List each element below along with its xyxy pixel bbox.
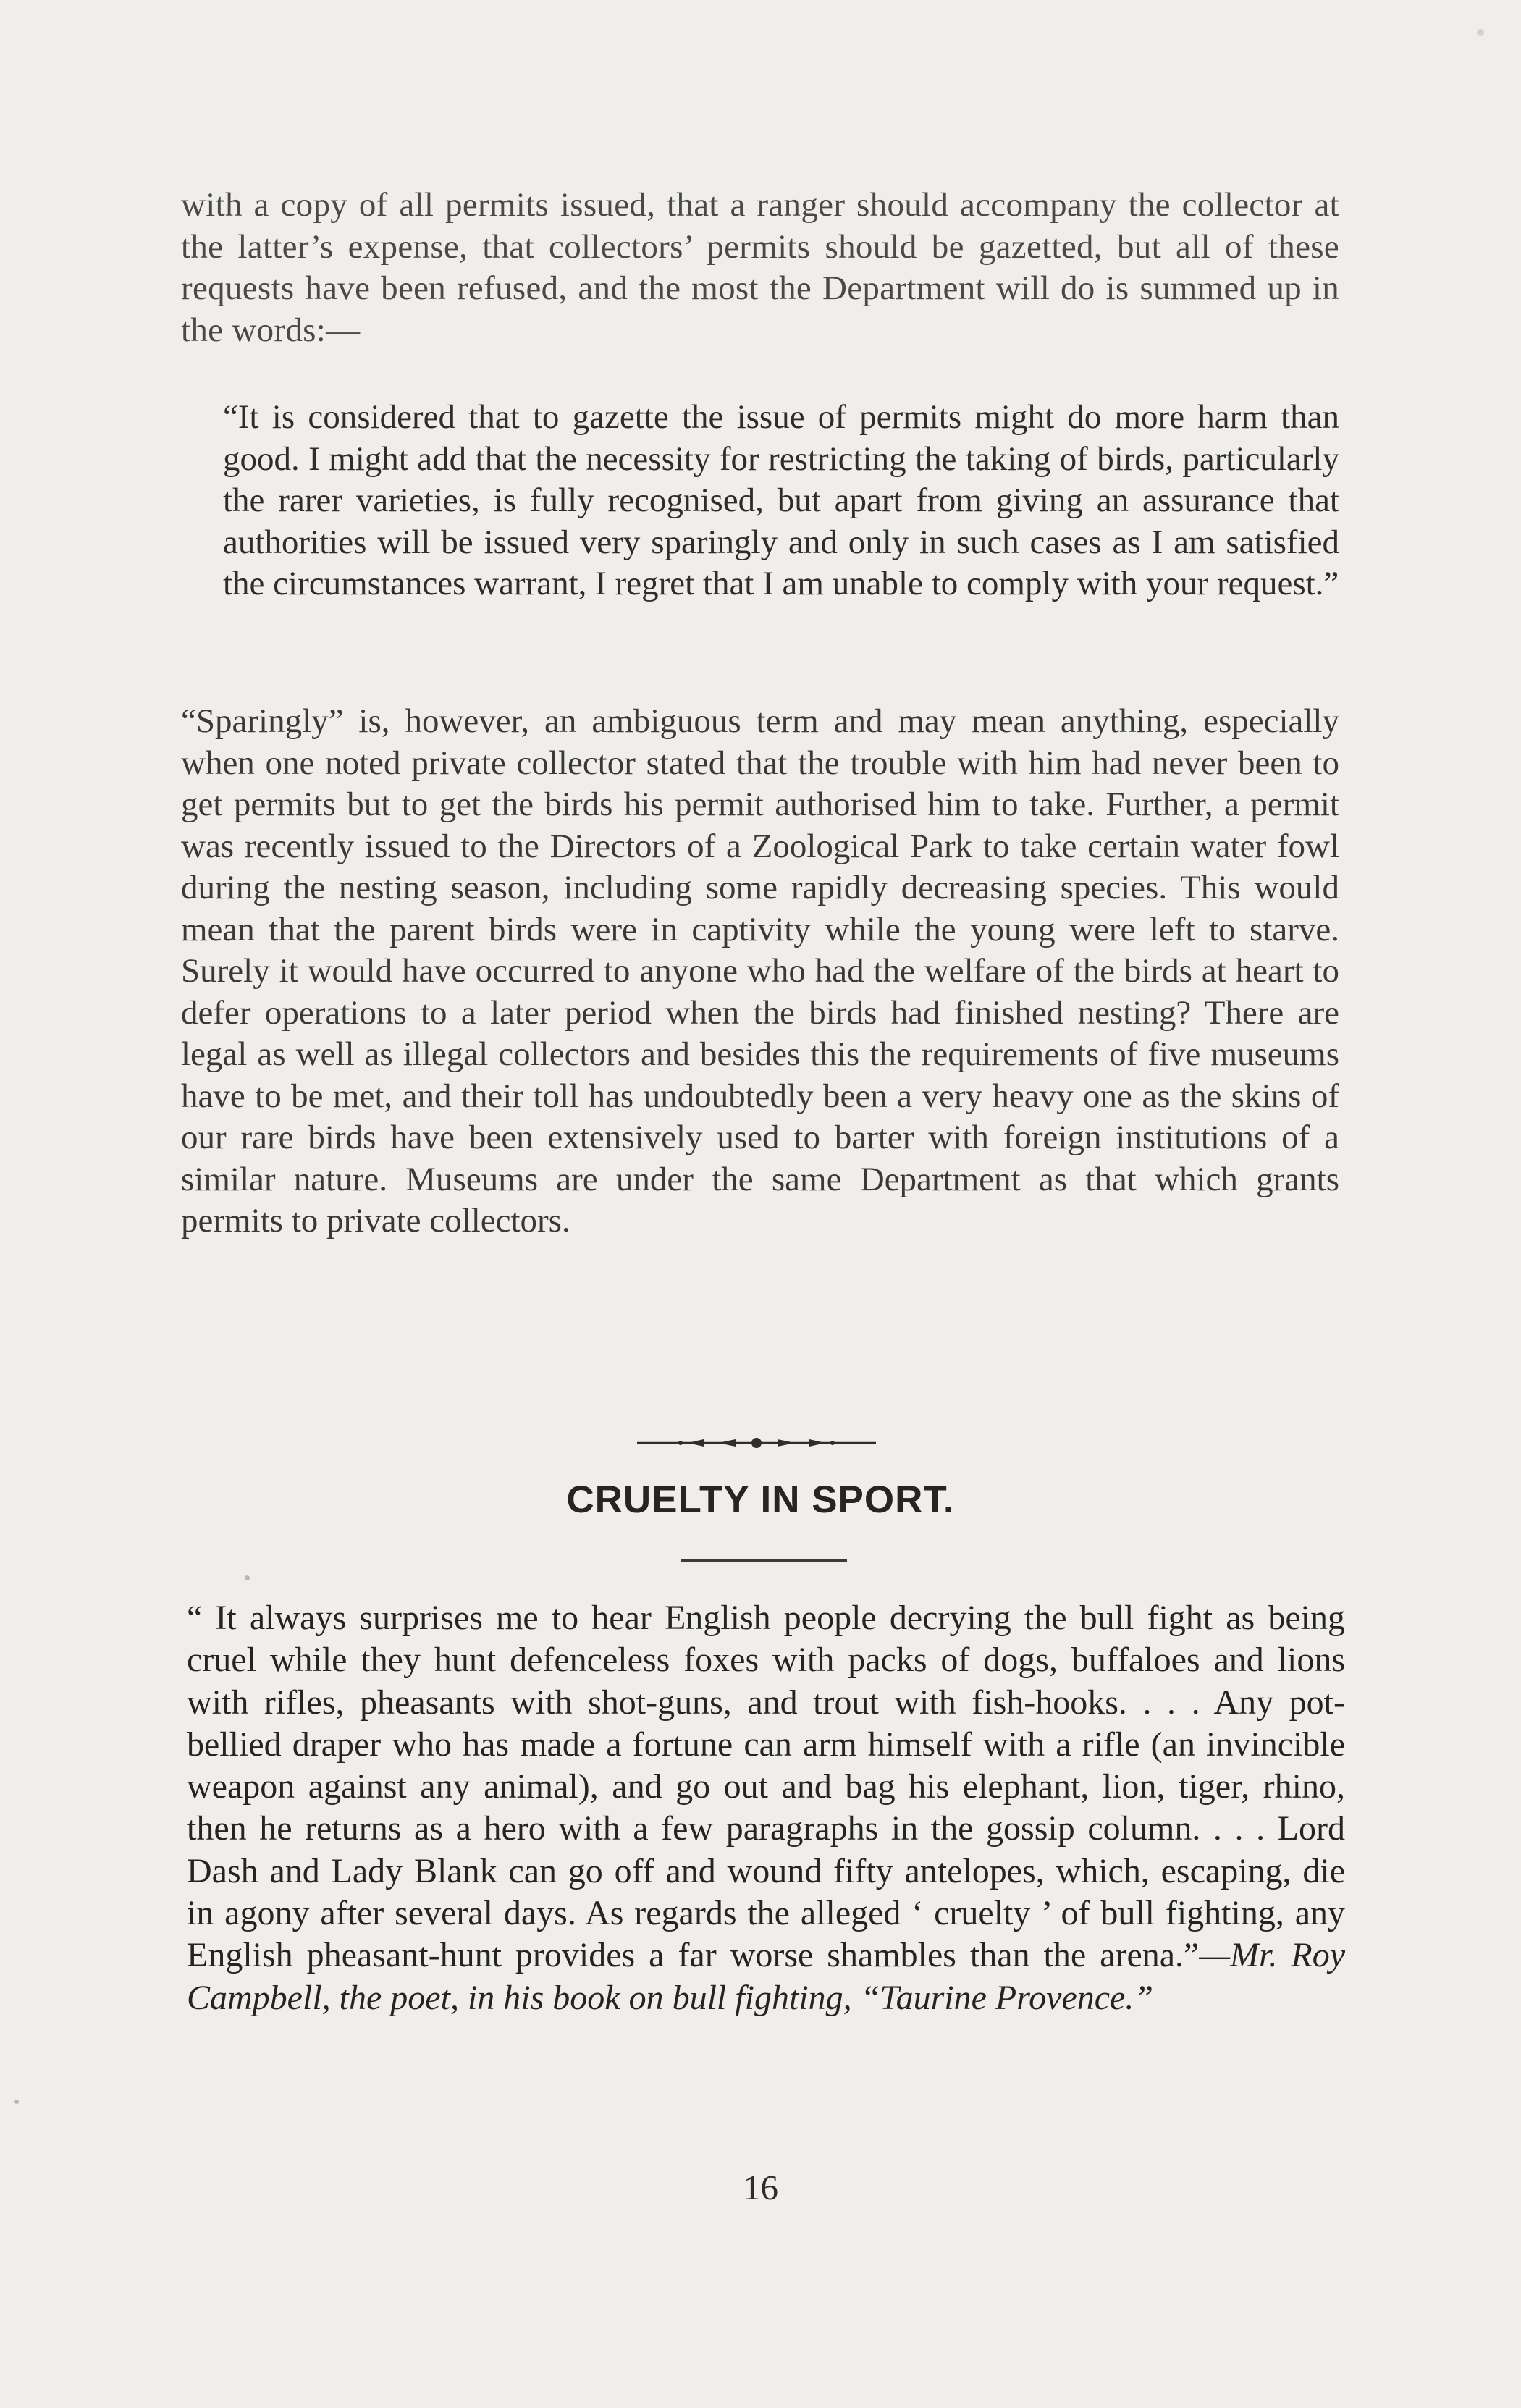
section-heading: CRUELTY IN SPORT.: [566, 1478, 955, 1521]
paper-speck: [1477, 29, 1484, 36]
paper-speck: [14, 2100, 19, 2104]
department-quote: “It is considered that to gazette the issue of permits might do more harm than good. I might add that the necessity for restricting the taking of birds, particularly the rarer varieties, is fully recognised, but apart from giving an assurance that authorities will be issued very sparingly and only in such cases as I am satisfied the circumstances warrant, I regret that I am unable to comply with your request.”: [223, 398, 1339, 602]
campbell-quote: [187, 1597, 1345, 2019]
ornament-divider-icon: [637, 1437, 876, 1449]
campbell-quote-citation: —Mr. Roy Campbell, the poet, in his book on bull fighting, “Taurine Provence.”: [187, 1936, 1346, 2017]
heading-underline: [681, 1559, 847, 1562]
paragraph-permits-requests: with a copy of all permits issued, that a ranger should accompany the collector at the latter’s expense, that collectors’ permits should be gazetted, but all of these requests have been refused, and the most the Department will do is summed up in the words:—: [181, 186, 1339, 349]
paragraph-sparingly: “Sparingly” is, however, an ambiguous term and may mean anything, especially when one noted private collector stated that the trouble with him had never been to get permits but to get the birds his permit authorised him to take. Further, a permit was recently issued to the Directors of a Zoological Park to take certain water fowl during the nesting season, including some rapidly decreasing species. This would mean that the parent birds were in captivity while the young were left to starve. Surely it would have occurred to anyone who had the welfare of the birds at heart to defer operations to a later period when the birds had finished nesting? There are legal as well as illegal collectors and besides this the requirements of five museums have to be met, and their toll has undoubtedly been a very heavy one as the skins of our rare birds have been extensively used to barter with foreign institutions of a similar nature. Museums are under the same Department as that which grants permits to private collectors.: [181, 702, 1339, 1239]
campbell-quote-text: “ It always surprises me to hear English people decrying the bull fight as being cruel while they hunt defenceless foxes with packs of dogs, buffaloes and lions with rifles, pheasants with shot-guns, and trout with fish-hooks. . . . Any pot-bellied draper who has made a fortune can arm himself with a rifle (an invincible weapon against any animal), and go out and bag his elephant, lion, tiger, rhino, then he returns as a hero with a few paragraphs in the gossip column. . . . Lord Dash and Lady Blank can go off and wound fifty antelopes, which, escaping, die in agony after several days. As regards the alleged ‘ cruelty ’ of bull fighting, any English pheasant-hunt provides a far worse shambles than the arena.”: [187, 1599, 1345, 1975]
page-number: 16: [743, 2168, 778, 2207]
paper-speck: [245, 1575, 250, 1580]
